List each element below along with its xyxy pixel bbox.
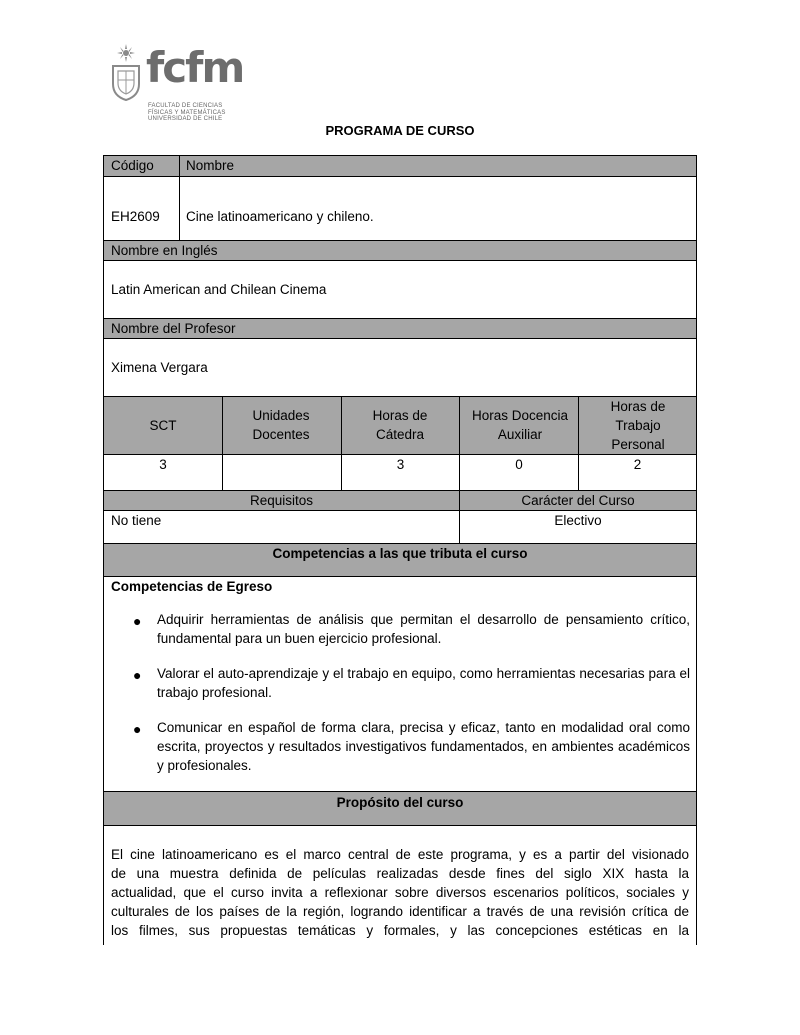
competencias-section-title: Competencias a las que tributa el curso — [272, 546, 528, 561]
proposito-paragraph — [111, 845, 689, 940]
caracter-label: Carácter del Curso — [521, 493, 635, 508]
competencia-item — [104, 610, 696, 648]
professor-label: Nombre del Profesor — [111, 321, 236, 336]
codigo-label: Código — [111, 158, 154, 173]
hours-value-personal: 2 — [633, 457, 642, 472]
proposito-section-title: Propósito del curso — [336, 795, 464, 810]
proposito-line: El cine latinoamericano es el marco central de este programa, y es a partir del visionado — [111, 847, 689, 862]
competencias-list-container — [104, 610, 696, 791]
nombre-label: Nombre — [186, 158, 235, 173]
hours-value-sct: 3 — [159, 457, 167, 472]
hours-header-sct: SCT — [149, 418, 177, 433]
logo-subtitle-line: FÍSICAS Y MATEMÁTICAS — [148, 109, 226, 116]
hours-header-unidades: Unidades Docentes — [252, 408, 310, 442]
requisitos-value: No tiene — [111, 513, 162, 528]
competencia-item — [104, 718, 696, 775]
hours-header-personal: Horas de Trabajo Personal — [610, 399, 666, 452]
proposito-line: actualidad, que el curso invita a reflexionar sobre diversos escenarios políticos, sociales y — [111, 885, 689, 900]
university-seal-icon — [108, 44, 144, 102]
proposito-line: de una muestra definida de películas realizadas desde fines del siglo XIX hasta la — [111, 866, 689, 881]
requisitos-label: Requisitos — [249, 493, 314, 508]
competencias-subtitle: Competencias de Egreso — [111, 579, 273, 594]
competencia-item — [104, 664, 696, 702]
faculty-logo — [108, 40, 244, 132]
hours-header-catedra: Horas de Cátedra — [372, 408, 428, 442]
competencia-text: Valorar el auto-aprendizaje y el trabajo en equipo, como herramientas necesarias para el trabajo profesional. — [157, 666, 690, 700]
hours-value-catedra: 3 — [396, 457, 405, 472]
bullet-icon: ● — [133, 613, 142, 629]
course-code: EH2609 — [111, 209, 160, 224]
hours-value-auxiliar: 0 — [515, 457, 523, 472]
logo-subtitle-line: UNIVERSIDAD DE CHILE — [148, 116, 223, 122]
competencia-text: Adquirir herramientas de análisis que permitan el desarrollo de pensamiento crítico, fundamental para un buen ejercicio profesional. — [157, 612, 690, 646]
competencia-text: Comunicar en español de forma clara, precisa y eficaz, tanto en modalidad oral como escrita, proyectos y resultados investigativos fundamentados, en ambientes académicos y profesionales. — [157, 720, 690, 773]
hours-header-auxiliar: Horas Docencia Auxiliar — [471, 408, 569, 442]
logo-subtitle-line: FACULTAD DE CIENCIAS — [148, 103, 223, 109]
proposito-line: los filmes, sus propuestas temáticas y formales, y las concepciones estéticas en la — [111, 923, 689, 938]
proposito-line: culturales de los países de la región, logrando identificar a través de una revisión crítica de — [111, 904, 689, 919]
logo-subtitle — [148, 103, 238, 123]
course-name: Cine latinoamericano y chileno. — [186, 209, 374, 224]
caracter-value: Electivo — [554, 513, 602, 528]
professor-name: Ximena Vergara — [111, 360, 208, 375]
english-name: Latin American and Chilean Cinema — [111, 282, 327, 297]
competencias-list — [104, 610, 696, 775]
course-table — [103, 155, 697, 945]
document-title: PROGRAMA DE CURSO — [325, 123, 475, 138]
logo-wordmark: fcfm — [146, 43, 244, 92]
bullet-icon: ● — [133, 667, 142, 683]
english-name-label: Nombre en Inglés — [111, 243, 218, 258]
bullet-icon: ● — [133, 721, 142, 737]
